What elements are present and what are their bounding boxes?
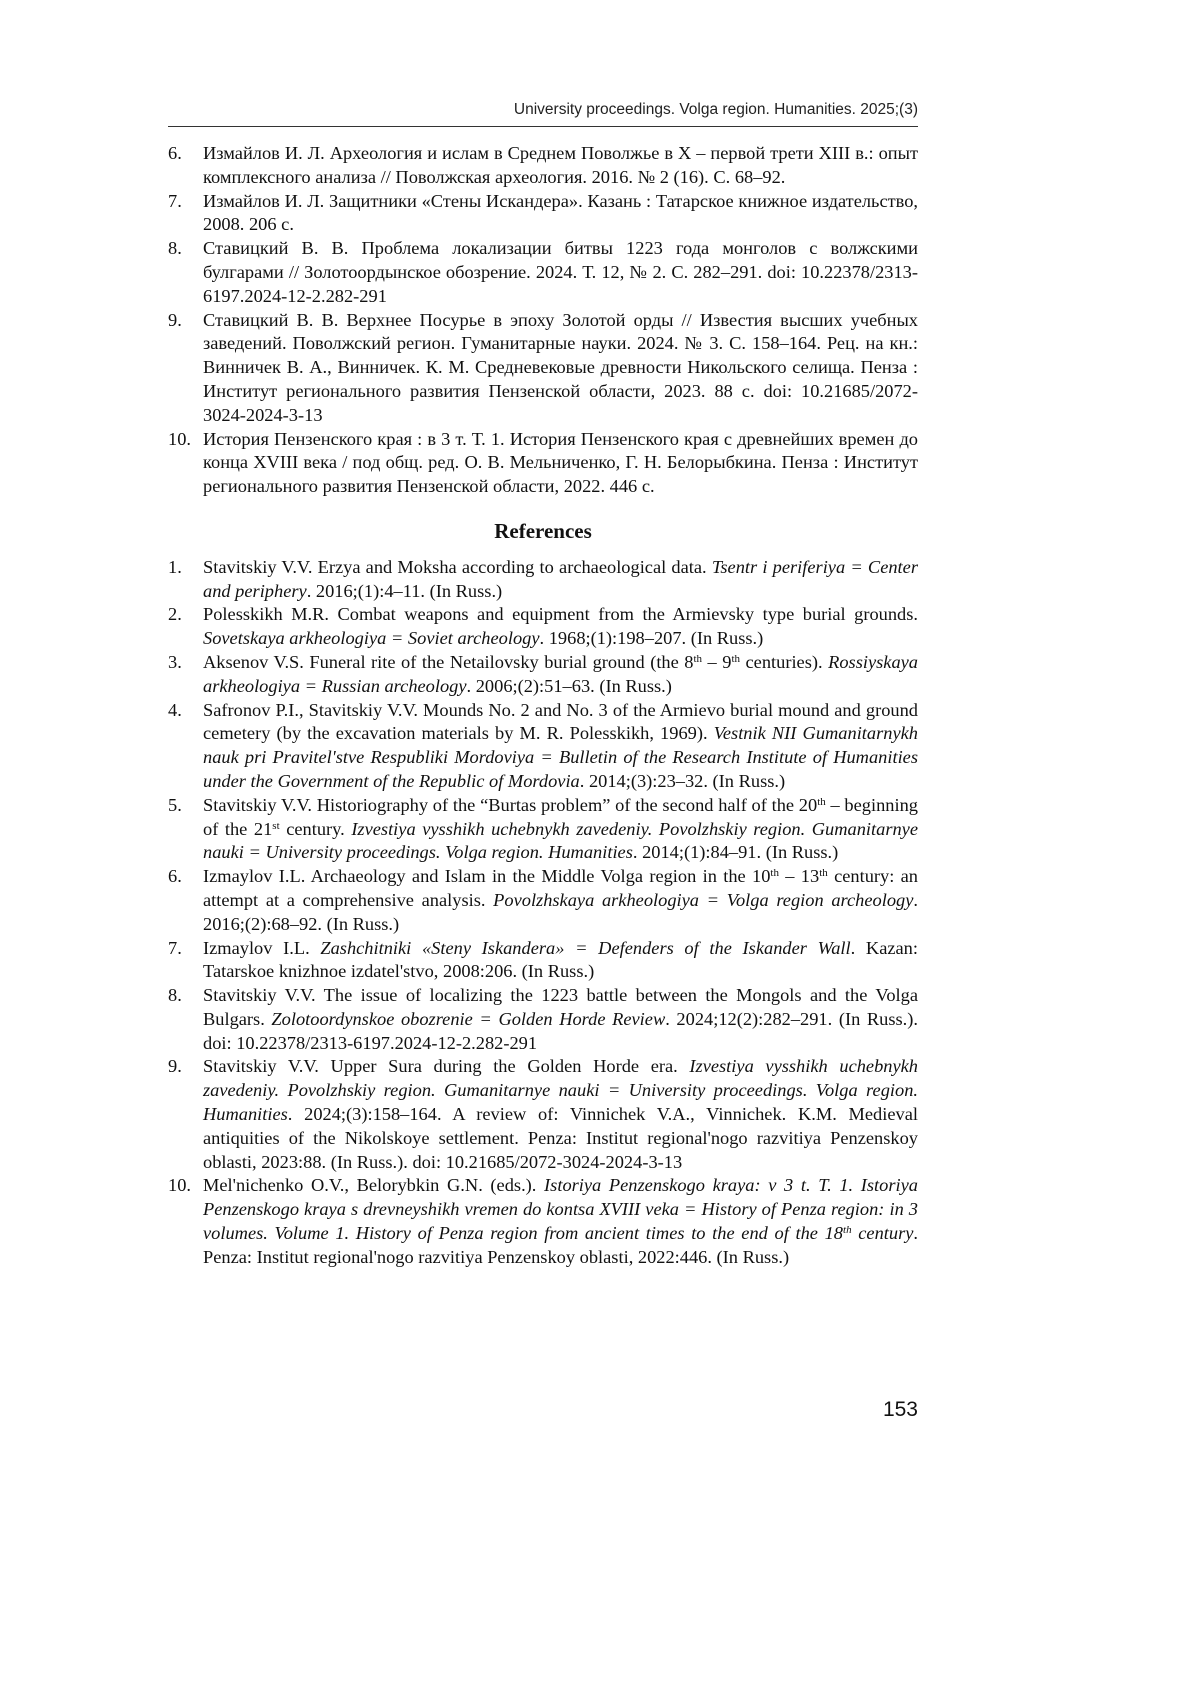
reference-fragment: centuries). bbox=[740, 651, 829, 672]
reference-number: 7. bbox=[168, 190, 182, 211]
reference-fragment: Aksenov V.S. Funeral rite of the Netailovsky burial ground (the 8 bbox=[203, 651, 694, 672]
reference-fragment: Izmaylov I.L. bbox=[203, 937, 321, 958]
reference-number: 9. bbox=[168, 309, 182, 330]
reference-item bbox=[168, 651, 918, 699]
reference-text bbox=[203, 985, 918, 1053]
reference-number: 3. bbox=[168, 651, 182, 672]
header-divider bbox=[168, 126, 918, 127]
reference-number: 10. bbox=[168, 1175, 191, 1196]
reference-item bbox=[168, 142, 918, 190]
references-heading: References bbox=[494, 518, 592, 543]
journal-title-fragment: Zashchitniki «Steny Iskandera» = Defenders of the Iskander Wall bbox=[320, 937, 851, 958]
reference-fragment: . 2016;(1):4–11. (In Russ.) bbox=[306, 580, 503, 601]
reference-fragment: th bbox=[770, 867, 779, 880]
reference-number: 7. bbox=[168, 937, 182, 958]
reference-fragment: . Penza: Institut regional'nogo razvitiya Penzenskoy oblasti, 2022:446. (In Russ.) bbox=[203, 1223, 918, 1267]
reference-number: 6. bbox=[168, 143, 182, 163]
reference-item bbox=[168, 984, 918, 1055]
reference-text bbox=[203, 143, 918, 187]
reference-text bbox=[203, 795, 918, 863]
reference-number: 8. bbox=[168, 238, 182, 259]
reference-fragment: th bbox=[817, 795, 826, 808]
reference-fragment: История Пензенского края : в 3 т. Т. 1. История Пензенского края с древнейших времен до конца XVIII века / под общ. ред. О. В. Мельниченко, Г. Н. Белорыбкина. Пенза : Институт регионального развития Пензенской области, 2022. 446 с. bbox=[203, 428, 918, 497]
journal-title-fragment: Istoriya Penzenskogo kraya: v 3 t. T. 1. Istoriya Penzenskogo kraya s drevneyshikh vremen do kontsa XVIII veka = History of Penza region: in 3 volumes. Volume 1. History of Penza region from ancient times to the end of the 18 bbox=[203, 1175, 918, 1244]
reference-number: 6. bbox=[168, 866, 182, 887]
reference-text bbox=[203, 652, 918, 696]
journal-title-fragment: Zolotoordynskoe obozrenie = Golden Horde Review bbox=[271, 1008, 666, 1029]
reference-text bbox=[203, 1175, 918, 1266]
reference-fragment: Mel'nichenko O.V., Belorybkin G.N. (eds.). bbox=[203, 1175, 545, 1196]
reference-fragment: th bbox=[693, 652, 703, 665]
journal-title-fragment: Izvestiya vysshikh uchebnykh zavedeniy. Povolzhskiy region. Gumanitarnye nauki = University proceedings. Volga region. Humanities bbox=[203, 1056, 918, 1125]
reference-item bbox=[168, 428, 918, 499]
reference-number: 2. bbox=[168, 604, 182, 625]
journal-title-fragment: Povolzhskaya arkheologiya = Volga region archeology bbox=[493, 889, 914, 910]
reference-text bbox=[203, 938, 918, 982]
reference-number: 10. bbox=[168, 428, 191, 449]
reference-fragment: Ставицкий В. В. Верхнее Посурье в эпоху Золотой орды // Известия высших учебных заведений. Поволжский регион. Гуманитарные науки. 2024. № 3. С. 158–164. Рец. на кн.: Винничек В. А., Винничек. К. М. Средневековые древности Никольского селища. Пенза : Институт регионального развития Пензенской области, 2023. 88 с. doi: 10.21685/2072-3024-2024-3-13 bbox=[203, 309, 918, 425]
reference-item bbox=[168, 1055, 918, 1174]
reference-text bbox=[203, 866, 918, 934]
reference-number: 1. bbox=[168, 556, 182, 577]
reference-fragment: . 2006;(2):51–63. (In Russ.) bbox=[466, 675, 672, 696]
reference-fragment: st bbox=[272, 819, 280, 832]
reference-fragment: . Kazan: Tatarskoe knizhnoe izdatel'stvo, 2008:206. (In Russ.) bbox=[203, 937, 918, 982]
reference-item bbox=[168, 556, 918, 604]
reference-fragment: Ставицкий В. В. Проблема локализации битвы 1223 года монголов с волжскими булгарами // Золотоордынское обозрение. 2024. Т. 12, № 2. С. 282–291. doi: 10.22378/2313-6197.2024-12-2.282-291 bbox=[203, 238, 918, 306]
reference-fragment: . 2014;(1):84–91. (In Russ.) bbox=[632, 842, 839, 863]
reference-item bbox=[168, 794, 918, 865]
page-number: 153 bbox=[882, 1398, 918, 1421]
reference-fragment: Stavitskiy V.V. The issue of localizing the 1223 battle between the Mongols and the Volga Bulgars. bbox=[203, 985, 918, 1029]
journal-title-fragment: th bbox=[843, 1224, 852, 1237]
reference-fragment: century: an attempt at a comprehensive analysis. bbox=[203, 866, 919, 910]
reference-text bbox=[203, 238, 918, 306]
reference-fragment: – 13 bbox=[778, 866, 820, 887]
reference-item bbox=[168, 309, 918, 428]
journal-title-fragment: Vestnik NII Gumanitarnykh nauk pri Pravitel'stve Respubliki Mordoviya = Bulletin of the Research Institute of Humanities under the Government of the Republic of Mordovia bbox=[203, 723, 918, 791]
running-header: University proceedings. Volga region. Humanities. 2025;(3) bbox=[513, 101, 918, 118]
reference-fragment: Измайлов И. Л. Археология и ислам в Среднем Поволжье в X – первой трети XIII в.: опыт комплексного анализа // Поволжская археология. 2016. № 2 (16). С. 68–92. bbox=[203, 143, 918, 187]
reference-fragment: th bbox=[731, 652, 740, 665]
reference-text bbox=[203, 191, 918, 235]
reference-number: 4. bbox=[168, 699, 182, 720]
reference-fragment: . 1968;(1):198–207. (In Russ.) bbox=[539, 628, 764, 649]
reference-fragment: Измайлов И. Л. Защитники «Стены Искандера». Казань : Татарское книжное издательство, 2008. 206 с. bbox=[203, 190, 918, 235]
reference-fragment: Polesskikh M.R. Combat weapons and equipment from the Armievsky type burial grounds. bbox=[203, 604, 918, 625]
reference-fragment: Izmaylov I.L. Archaeology and Islam in the Middle Volga region in the 10 bbox=[203, 866, 771, 887]
reference-item bbox=[168, 865, 918, 936]
reference-fragment: th bbox=[819, 867, 828, 880]
reference-number: 5. bbox=[168, 794, 182, 815]
reference-number: 9. bbox=[168, 1056, 182, 1077]
reference-item bbox=[168, 699, 918, 794]
journal-title-fragment: Izvestiya vysshikh uchebnykh zavedeniy. Povolzhskiy region. Gumanitarnye nauki = University proceedings. Volga region. Humanities bbox=[203, 818, 919, 863]
reference-item bbox=[168, 1174, 918, 1269]
reference-fragment: . 2024;12(2):282–291. (In Russ.). doi: 10.22378/2313-6197.2024-12-2.282-291 bbox=[203, 1008, 918, 1053]
journal-title-fragment: century bbox=[851, 1223, 914, 1244]
reference-item bbox=[168, 190, 918, 238]
journal-title-fragment: Rossiyskaya arkheologiya = Russian archeology bbox=[203, 651, 918, 696]
journal-title-fragment: Sovetskaya arkheologiya = Soviet archeology bbox=[203, 628, 540, 649]
reference-fragment: century. bbox=[279, 818, 352, 839]
reference-item bbox=[168, 937, 918, 985]
reference-fragment: Safronov P.I., Stavitskiy V.V. Mounds No. 2 and No. 3 of the Armievo burial mound and ground cemetery (by the excavation materials by M. R. Polesskikh, 1969). bbox=[203, 699, 918, 744]
reference-item bbox=[168, 237, 918, 308]
reference-text bbox=[203, 310, 918, 425]
reference-text bbox=[203, 1056, 918, 1171]
reference-text bbox=[203, 557, 918, 601]
reference-fragment: Stavitskiy V.V. Historiography of the “Burtas problem” of the second half of the 20 bbox=[203, 794, 818, 815]
russian-reference-list bbox=[168, 142, 918, 499]
reference-text bbox=[203, 700, 918, 791]
reference-fragment: Stavitskiy V.V. Erzya and Moksha according to archaeological data. bbox=[203, 556, 712, 577]
reference-fragment: – beginning of the 21 bbox=[203, 794, 918, 839]
reference-fragment: . 2024;(3):158–164. A review of: Vinnichek V.A., Vinnichek. K.M. Medieval antiquities of the Nikolskoye settlement. Penza: Institut regional'nogo razvitiya Penzenskoy oblasti, 2023:88. (In Russ.). doi: 10.21685/2072-3024-2024-3-13 bbox=[203, 1104, 918, 1172]
journal-title-fragment: Tsentr i periferiya = Center and periphery bbox=[203, 556, 918, 601]
page-content bbox=[168, 142, 918, 1270]
reference-number: 8. bbox=[168, 985, 182, 1006]
reference-item bbox=[168, 603, 918, 651]
reference-fragment: – 9 bbox=[702, 651, 732, 672]
english-reference-list bbox=[168, 556, 918, 1270]
reference-fragment: . 2014;(3):23–32. (In Russ.) bbox=[579, 770, 786, 791]
reference-fragment: Stavitskiy V.V. Upper Sura during the Golden Horde era. bbox=[203, 1056, 690, 1077]
reference-text bbox=[203, 604, 918, 648]
reference-text bbox=[203, 429, 918, 497]
reference-fragment: . 2016;(2):68–92. (In Russ.) bbox=[203, 889, 918, 934]
